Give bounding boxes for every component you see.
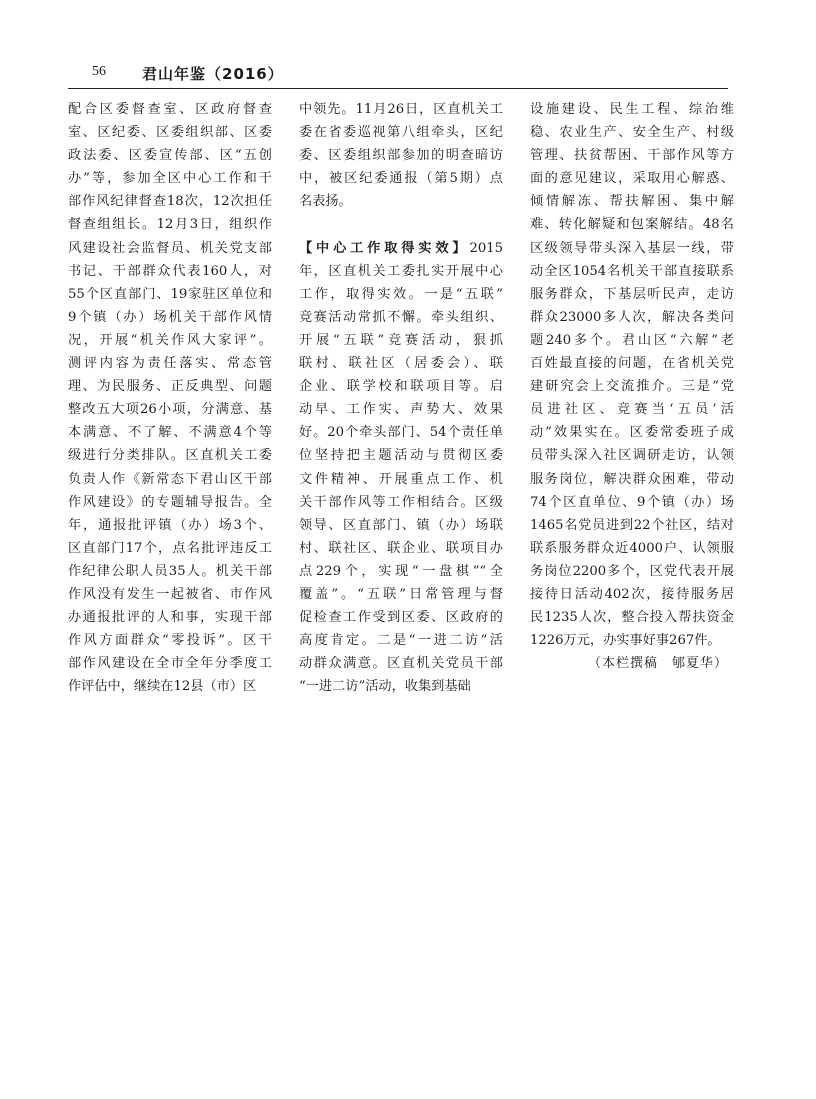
text-line: 群众23000多人次，解决各类问 <box>530 309 734 325</box>
text-line: 文件精神、开展重点工作、机 <box>299 471 503 487</box>
text-line: 接待日活动402次，接待服务居 <box>530 586 734 602</box>
text-line: 测评内容为责任落实、常态管 <box>68 356 272 372</box>
text-line: 委、区委组织部参加的明查暗访 <box>299 148 503 164</box>
text-line: 面的意见建议，采取用心解惑、 <box>530 171 734 187</box>
text-line: 年，区直机关工委扎实开展中心 <box>299 263 503 279</box>
text-line: 动全区1054名机关干部直接联系 <box>530 263 734 279</box>
text-line: 服务岗位，解决群众困难，带动 <box>530 471 734 487</box>
text-line: “一进二访”活动，收集到基础 <box>299 679 471 695</box>
paragraph-gap <box>299 213 503 236</box>
text-line: 百姓最直接的问题，在省机关党 <box>530 356 734 372</box>
text-line: 1226万元，办实事好事267件。 <box>530 633 721 649</box>
text-line: 动早、工作实、声势大、效果 <box>299 402 503 418</box>
text-line: 级进行分类排队。区直机关工委 <box>68 448 272 464</box>
text-line: 管理、扶贫帮困、干部作风等方 <box>530 148 734 164</box>
text-line: 稳、农业生产、安全生产、村级 <box>530 125 734 141</box>
text-line: 工作，取得实效。一是“五联” <box>299 286 503 302</box>
text-line: 民1235人次，整合投入帮扶资金 <box>530 610 734 626</box>
text-line: 办通报批评的人和事，实现干部 <box>68 610 272 626</box>
text-line: 9个镇（办）场机关干部作风情 <box>68 309 272 325</box>
text-line: 作纪律公职人员35人。机关干部 <box>68 563 272 579</box>
text-line: 服务群众，下基层听民声，走访 <box>530 286 734 302</box>
text-line: 覆盖”。“五联”日常管理与督 <box>299 586 503 602</box>
text-line: 1465名党员进到22个社区，结对 <box>530 517 734 533</box>
text-line: 风建设社会监督员、机关党支部 <box>68 240 272 256</box>
text-line: 办”等，参加全区中心工作和干 <box>68 171 272 187</box>
text-line: 关干部作风等工作相结合。区级 <box>299 494 503 510</box>
text-line: 点229个，实现“一盘棋”“全 <box>299 563 503 579</box>
text-line: 部作风纪律督查18次，12次担任 <box>68 194 272 210</box>
text-line: 开展“五联”竞赛活动，狠抓 <box>299 332 503 348</box>
text-line: 联村、联社区（居委会）、联 <box>299 356 503 372</box>
text-line: 作风建设》的专题辅导报告。全 <box>68 494 272 510</box>
text-line: 动群众满意。区直机关党员干部 <box>299 656 503 672</box>
text-line: 设施建设、民生工程、综治维 <box>530 102 734 117</box>
text-line: 整改五大项26小项，分满意、基 <box>68 402 272 418</box>
text-line: 村、联社区、联企业、联项目办 <box>299 540 503 556</box>
text-column-3 <box>530 98 734 675</box>
text-line: 联系服务群众近4000户、认领服 <box>530 540 734 556</box>
text-line: 中，被区纪委通报（第5期）点 <box>299 171 503 187</box>
text-column-2 <box>299 98 503 698</box>
text-line: 区直部门17个，点名批评违反工 <box>68 540 272 556</box>
text-line: 书记、干部群众代表160人，对 <box>68 263 272 279</box>
text-line: 部作风建设在全市全年分季度工 <box>68 656 272 672</box>
text-line: 竞赛活动常抓不懈。牵头组织、 <box>299 309 503 325</box>
text-line: 员带头深入社区调研走访，认领 <box>530 448 734 464</box>
text-line: 动”效果实在。区委常委班子成 <box>530 425 734 441</box>
text-line: 中领先。11月26日，区直机关工 <box>299 102 503 117</box>
text-line: 理、为民服务、正反典型、问题 <box>68 379 272 395</box>
text-line: 促检查工作受到区委、区政府的 <box>299 610 503 626</box>
text-line: 负责人作《新常态下君山区干部 <box>68 471 272 487</box>
text-line: 建研究会上交流推介。三是“党 <box>530 379 734 395</box>
text-line: 74个区直单位、9个镇（办）场 <box>530 494 734 510</box>
text-line: 区级领导带头深入基层一线，带 <box>530 240 734 256</box>
text-line: 高度肯定。二是“一进二访”活 <box>299 633 503 649</box>
text-line: 况，开展“机关作风大家评”。 <box>68 332 272 348</box>
text-line: 名表扬。 <box>299 194 352 210</box>
running-header <box>68 62 728 89</box>
byline: （本栏撰稿 郇夏华） <box>587 656 728 672</box>
text-line: 员进社区、竞赛当‘五员’活 <box>530 402 734 418</box>
section-heading-line <box>299 237 503 260</box>
text-line: 督查组组长。12月3日，组织作 <box>68 217 272 233</box>
text-line: 领导、区直部门、镇（办）场联 <box>299 517 503 533</box>
section-heading: 【中心工作取得实效】 <box>299 240 470 256</box>
text-line: 本满意、不了解、不满意4个等 <box>68 425 272 441</box>
text-line: 作风没有发生一起被省、市作风 <box>68 586 272 602</box>
text-line: 配合区委督查室、区政府督查 <box>68 102 272 117</box>
text-line: 作评估中，继续在12县（市）区 <box>68 679 257 695</box>
running-title: 君山年鉴（2016） <box>142 65 284 83</box>
text-line: 室、区纪委、区委组织部、区委 <box>68 125 272 141</box>
text-line: 委在省委巡视第八组牵头，区纪 <box>299 125 503 141</box>
text-line: 好。20个牵头部门、54个责任单 <box>299 425 503 441</box>
text-line: 题240多个。君山区“六解”老 <box>530 332 734 348</box>
text-column-1 <box>68 98 272 698</box>
text-line: 倾情解冻、帮扶解困、集中解 <box>530 194 734 210</box>
text-line: 位坚持把主题活动与贯彻区委 <box>299 448 503 464</box>
text-line: 务岗位2200多个，区党代表开展 <box>530 563 734 579</box>
text-line: 政法委、区委宣传部、区“五创 <box>68 148 272 164</box>
section-heading-tail: 2015 <box>469 240 503 256</box>
text-line: 年，通报批评镇（办）场3个、 <box>68 517 272 533</box>
text-line: 作风方面群众“零投诉”。区干 <box>68 633 272 649</box>
page-number: 56 <box>92 64 106 79</box>
text-line: 企业、联学校和联项目等。启 <box>299 379 503 395</box>
text-line: 55个区直部门、19家驻区单位和 <box>68 286 272 302</box>
text-line: 难、转化解疑和包案解结。48名 <box>530 217 734 233</box>
